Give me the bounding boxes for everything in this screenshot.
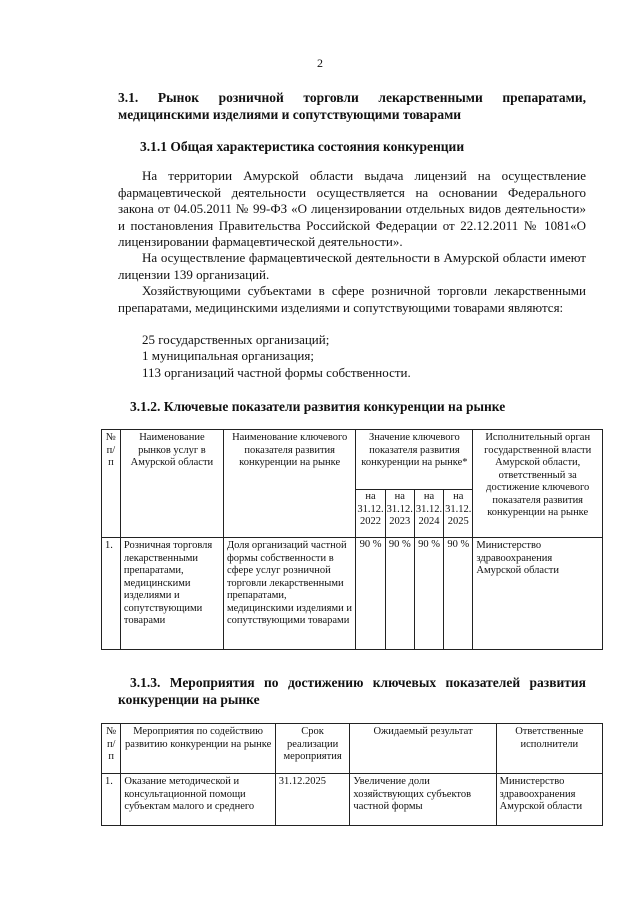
- row-value: 90 %: [444, 538, 473, 650]
- row-value: 90 %: [356, 538, 385, 650]
- col-value-header: Значение ключевого показателя развития конкуренции на рынке*: [356, 430, 473, 490]
- col-deadline-header: Срок реализации мероприятия: [275, 724, 350, 774]
- row-indicator: Доля организаций частной формы собственности в сфере услуг розничной торговли лекарственными препаратами, медицинскими изделиями и сопутствующими товарами: [223, 538, 355, 650]
- section-3-1-1-para1: На территории Амурской области выдача лицензий на осуществление фармацевтической деятельности осуществляется на основании Федерального закона от 04.05.2011 № 99-ФЗ «О лицензировании отдельных видов деятельности» и постановления Правительства Российской Федерации от 22.12.2011 № 1081«О лицензировании фармацевтической деятельности».: [118, 168, 586, 249]
- page-number: 2: [317, 56, 323, 70]
- row-executors: Министерство здравоохранения Амурской области: [496, 774, 602, 826]
- row-executor: Министерство здравоохранения Амурской области: [473, 538, 603, 650]
- section-3-1-3-title: [118, 674, 586, 708]
- col-indicator-header: Наименование ключевого показателя развития конкуренции на рынке: [223, 430, 355, 538]
- row-value: 90 %: [385, 538, 414, 650]
- col-no-header: № п/п: [102, 724, 121, 774]
- table-row: [102, 774, 603, 826]
- row-event: Оказание методической и консультационной помощи субъектам малого и среднего: [121, 774, 275, 826]
- row-no: 1.: [102, 538, 121, 650]
- row-value: 90 %: [414, 538, 443, 650]
- section-3-1-title-line2: медицинскими изделиями и сопутствующими товарами: [118, 107, 462, 122]
- year-header: на 31.12. 2022: [356, 490, 385, 538]
- section-3-1-1-para2: На осуществление фармацевтической деятельности в Амурской области имеют лицензии 139 организаций.: [118, 250, 586, 282]
- year-header: на 31.12. 2024: [414, 490, 443, 538]
- measures-table: [101, 723, 603, 826]
- col-result-header: Ожидаемый результат: [350, 724, 496, 774]
- section-3-1-2-title: 3.1.2. Ключевые показатели развития конкуренции на рынке: [130, 399, 506, 414]
- key-indicators-table: [101, 429, 603, 650]
- row-market: Розничная торговля лекарственными препаратами, медицинскими изделиями и сопутствующими товарами: [120, 538, 223, 650]
- year-header: на 31.12. 2023: [385, 490, 414, 538]
- row-result: Увеличение доли хозяйствующих субъектов частной формы: [350, 774, 496, 826]
- section-3-1-1-para3: Хозяйствующими субъектами в сфере розничной торговли лекарственными препаратами, медицинскими изделиями и сопутствующими товарами являются:: [118, 283, 586, 315]
- section-3-1-title: [118, 89, 586, 123]
- col-no-header: № п/п: [102, 430, 121, 538]
- section-3-1-title-line1: 3.1. Рынок розничной торговли лекарственными препаратами,: [118, 90, 586, 105]
- list-item: 1 муниципальная организация;: [142, 348, 314, 363]
- table-row: [102, 538, 603, 650]
- row-no: 1.: [102, 774, 121, 826]
- section-3-1-3-title-line2: конкуренции на рынке: [118, 692, 260, 707]
- col-executor-header: Исполнительный орган государственной власти Амурской области, ответственный за достижение ключевого показателя развития конкуренции на рынке: [473, 430, 603, 538]
- section-3-1-1-title: 3.1.1 Общая характеристика состояния конкуренции: [140, 139, 465, 154]
- col-executors-header: Ответственные исполнители: [496, 724, 602, 774]
- section-3-1-3-title-line1: 3.1.3. Мероприятия по достижению ключевых показателей развития: [130, 675, 586, 690]
- col-event-header: Мероприятия по содействию развитию конкуренции на рынке: [121, 724, 275, 774]
- list-item: 25 государственных организаций;: [142, 332, 330, 347]
- year-header: на 31.12. 2025: [444, 490, 473, 538]
- list-item: 113 организаций частной формы собственности.: [142, 365, 411, 380]
- col-market-header: Наименование рынков услуг в Амурской области: [120, 430, 223, 538]
- row-deadline: 31.12.2025: [275, 774, 350, 826]
